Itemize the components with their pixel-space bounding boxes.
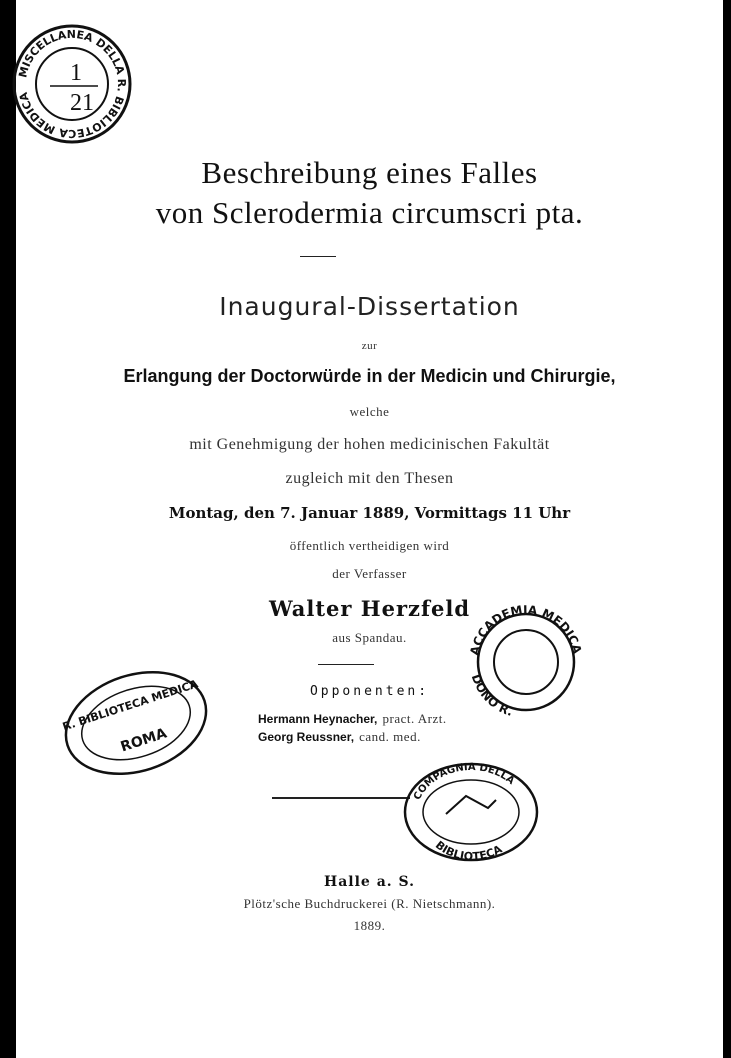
accademia-stamp-top-text: ACCADEMIA MEDICA xyxy=(467,602,585,657)
title-divider xyxy=(300,256,336,257)
svg-text:BIBLIOTECA xyxy=(433,838,505,863)
scan-border-right xyxy=(723,0,731,1058)
author-divider xyxy=(318,664,374,665)
theses-line: zugleich mit den Thesen xyxy=(285,470,454,487)
stamp-top-left-ring-text: MISCELLANEA DELLA R. BIBLIOTECA MEDICA xyxy=(16,27,129,141)
bottom-stamp-bottom-text: BIBLIOTECA xyxy=(432,838,505,864)
author-origin: aus Spandau. xyxy=(332,630,407,645)
scan-border-left xyxy=(0,0,16,1058)
defense-date: Montag, den 7. Januar 1889, Vormittags 11 Uhr xyxy=(168,504,571,522)
accademia-medica-stamp xyxy=(460,600,590,718)
imprint-year: 1889. xyxy=(353,918,386,933)
imprint-printer: Plötz'sche Buchdruckerei (R. Nietschmann). xyxy=(243,896,496,911)
library-stamp-top-left xyxy=(10,22,135,147)
roma-library-stamp xyxy=(58,668,214,778)
faculty-approval: mit Genehmigung der hohen medicinischen Fakultät xyxy=(189,436,550,453)
opponent-2 xyxy=(258,726,421,745)
bottom-stamp-top-text: COMPAGNIA DELLA xyxy=(411,761,517,802)
bottom-library-stamp xyxy=(396,756,546,864)
imprint-city: Halle a. S. xyxy=(323,874,416,890)
opponent-2-role: cand. med. xyxy=(359,729,421,744)
author-intro: der Verfasser xyxy=(332,566,407,581)
degree-purpose: Erlangung der Doctorwürde in der Medicin und Chirurgie, xyxy=(123,366,616,386)
public-defense: öffentlich vertheidigen wird xyxy=(289,538,450,553)
stamp-number-bottom: 21 xyxy=(70,90,94,116)
opponent-2-name: Georg Reussner, xyxy=(258,730,355,744)
title-line-1: Beschreibung eines Falles xyxy=(201,155,538,190)
roma-stamp-bottom-text: ROMA xyxy=(118,725,169,756)
opponent-1 xyxy=(258,708,447,727)
opponent-1-name: Hermann Heynacher, xyxy=(258,712,378,726)
roma-stamp-top-text: R. BIBLIOTECA MEDICA xyxy=(60,677,200,734)
svg-text:DONO R. xyxy=(469,672,515,718)
decorative-rule xyxy=(272,797,410,799)
opponents-heading: Opponenten: xyxy=(309,684,430,699)
inaugural-dissertation-heading: Inaugural-Dissertation xyxy=(219,292,520,321)
author-name: Walter Herzfeld xyxy=(268,596,471,621)
stamp-number-top: 1 xyxy=(70,60,82,86)
opponent-1-role: pract. Arzt. xyxy=(382,711,447,726)
accademia-stamp-bottom-text: DONO R. xyxy=(468,672,515,718)
title-line-2: von Sclerodermia circumscri pta. xyxy=(155,195,584,230)
zur-label: zur xyxy=(361,340,378,352)
welche-label: welche xyxy=(349,404,390,419)
